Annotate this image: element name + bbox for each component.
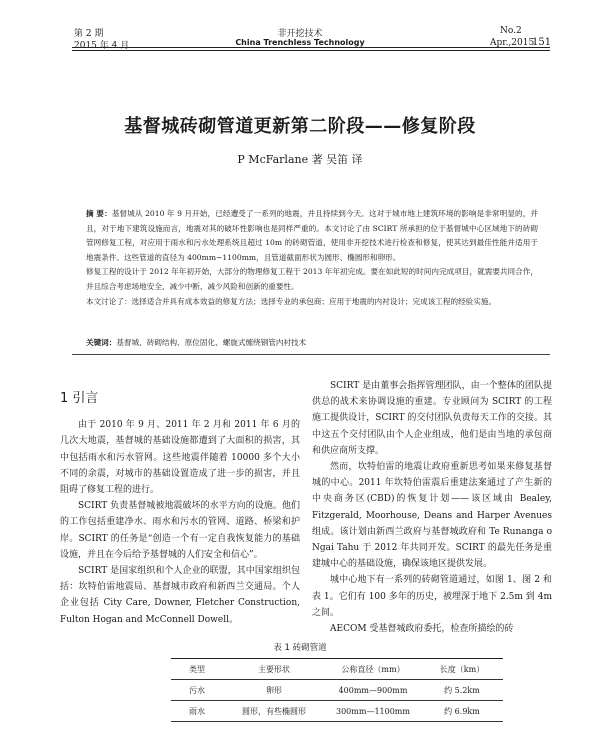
body-paragraph: SCIRT 是由董事会指挥管理团队，由一个整体的团队提供总的战术来协调设施的重建。专业顾问为 SCIRT 的工程施工提供设计，SCIRT 的交付团队负责每天工作的交接。其中这五个交付团队由个人企业组成，他们是由当地的承包商和供应商所支撑。 [312,381,552,456]
table-cell: 圆形，有些椭圆形 [223,701,325,722]
left-column [60,385,300,628]
body-paragraph: SCIRT 是国家组织和个人企业的联盟，其中国家组织包括：坎特伯雷地震局、基督城市政府和新西兰交通局。个人企业包括 City Care, Downer, Fletcher Construction, Fulton Hogan and McConnell Dowell。 [60,566,300,625]
article-authors: P McFarlane 著 吴笛 译 [237,153,363,166]
abstract-paragraph: 本文讨论了：选择适合并具有成本效益的修复方法；选择专业的承包商；应用于地震的内衬设计；完成该工程的经验实施。 [86,296,497,306]
right-column [312,378,552,637]
issue-date: 2015 年 4 月 [74,41,130,51]
table-cell: 约 5.2km [421,680,503,701]
table-cell: 约 6.9km [421,701,503,722]
abstract-text: 基督城从 2010 年 9 月开始，已经遭受了一系列的地震，并且持续到今天。这对于城市地上建筑环境的影响是非常明显的，并且，对于地下建筑设施而言，地震对其的破坏性影响也是同样严重的。本文讨论了由 SCIRT 所承担的位于基督城中心区域地下的砖砌管网修复工程，对应用于雨水和污水处理系统且超过 10m 的砖砌管道，使用非开挖技术进行检查和修复，使其达到最佳性能并适用于地震条件。这些管道的直径为 400mm~1100mm，且管道截面形状为圆形、椭圆形和卵形。 [86,209,538,262]
article-title: 基督城砖砌管道更新第二阶段——修复阶段 [124,116,476,137]
abstract-label: 摘 要： [86,209,112,218]
table-row [171,701,503,722]
header-rule [72,47,550,48]
table-cell: 卵形 [223,680,325,701]
abstract [86,207,538,309]
table-cell: 污水 [171,680,223,701]
body-paragraph: AECOM 受基督城政府委托，检查所描绘的砖 [330,624,514,635]
table-header-cell: 公称直径（mm） [325,659,421,680]
issue-number: 第 2 期 [74,29,104,39]
journal-name-en: China Trenchless Technology [235,38,365,47]
pipe-table [171,658,503,722]
table-row [171,680,503,701]
journal-name-cn: 非开挖技术 [277,29,323,39]
keywords-label: 关键词： [86,338,117,347]
body-paragraph: 城中心地下有一系列的砖砌管道通过，如图 1、图 2 和表 1。它们有 100 多年的历史，被埋深于地下 2.5m 到 4m 之间。 [312,575,552,618]
table-cell: 300mm—1100mm [325,701,421,722]
issue-number-en: No.2 [500,26,522,36]
abstract-paragraph: 修复工程的设计于 2012 年年初开始，大部分的物理修复工程于 2013 年年初完成。要在如此短的时间内完成项目，就需要共同合作，并且综合考虑场地安全、减少中断、减少风险和创新的重要性。 [86,267,538,291]
table-header-row [171,659,503,680]
issue-date-en: Apr.,2015 [490,38,535,48]
abstract-divider [72,354,550,355]
table-cell: 雨水 [171,701,223,722]
keywords [86,337,538,348]
page-number: 151 [532,37,552,48]
table-header-cell: 长度（km） [421,659,503,680]
table-caption: 表 1 砖砌管道 [273,643,327,653]
table-header-cell: 类型 [171,659,223,680]
section-heading: 1 引言 [60,391,99,406]
header-rule-thin [72,50,550,51]
body-paragraph: SCIRT 负责基督城被地震破坏的水平方向的设施。他们的工作包括重建净水、雨水和污水的管网、道路、桥梁和护岸。SCIRT 的任务是“创造一个有一定自我恢复能力的基础设施，并且在今后给予基督城的人们安全和信心”。 [60,501,300,560]
table-header-cell: 主要形状 [223,659,325,680]
abstract-paragraph [86,207,538,265]
keywords-text: 基督城、砖砌结构、原位固化、螺旋式缠绕钢管内衬技术 [116,338,307,347]
body-paragraph: 由于 2010 年 9 月、2011 年 2 月和 2011 年 6 月的几次大地震，基督城的基础设施都遭到了大面积的损害，其中包括雨水和污水管网。这些地震伴随着 10000 多个大小不同的余震，对城市的基础设置造成了进一步的损害，并且阻碍了修复工程的进行。 [60,420,300,496]
table-cell: 400mm—900mm [325,680,421,701]
body-paragraph: 然而，坎特伯雷的地震让政府重新思考如果来修复基督城的中心。2011 年坎特伯雷震后重建法案通过了产生新的中央商务区(CBD)的恢复计划——该区域由 Bealey, Fitzgerald, Moorhouse, Deans and Harper Avenues 组成。该计划由新西兰政府与基督城政府和 Te Runanga o Ngai Tahu 于 2012 年共同开发。SCIRT 的最先任务是重建城中心的基础设施，确保该地区提供发展。 [312,462,552,570]
